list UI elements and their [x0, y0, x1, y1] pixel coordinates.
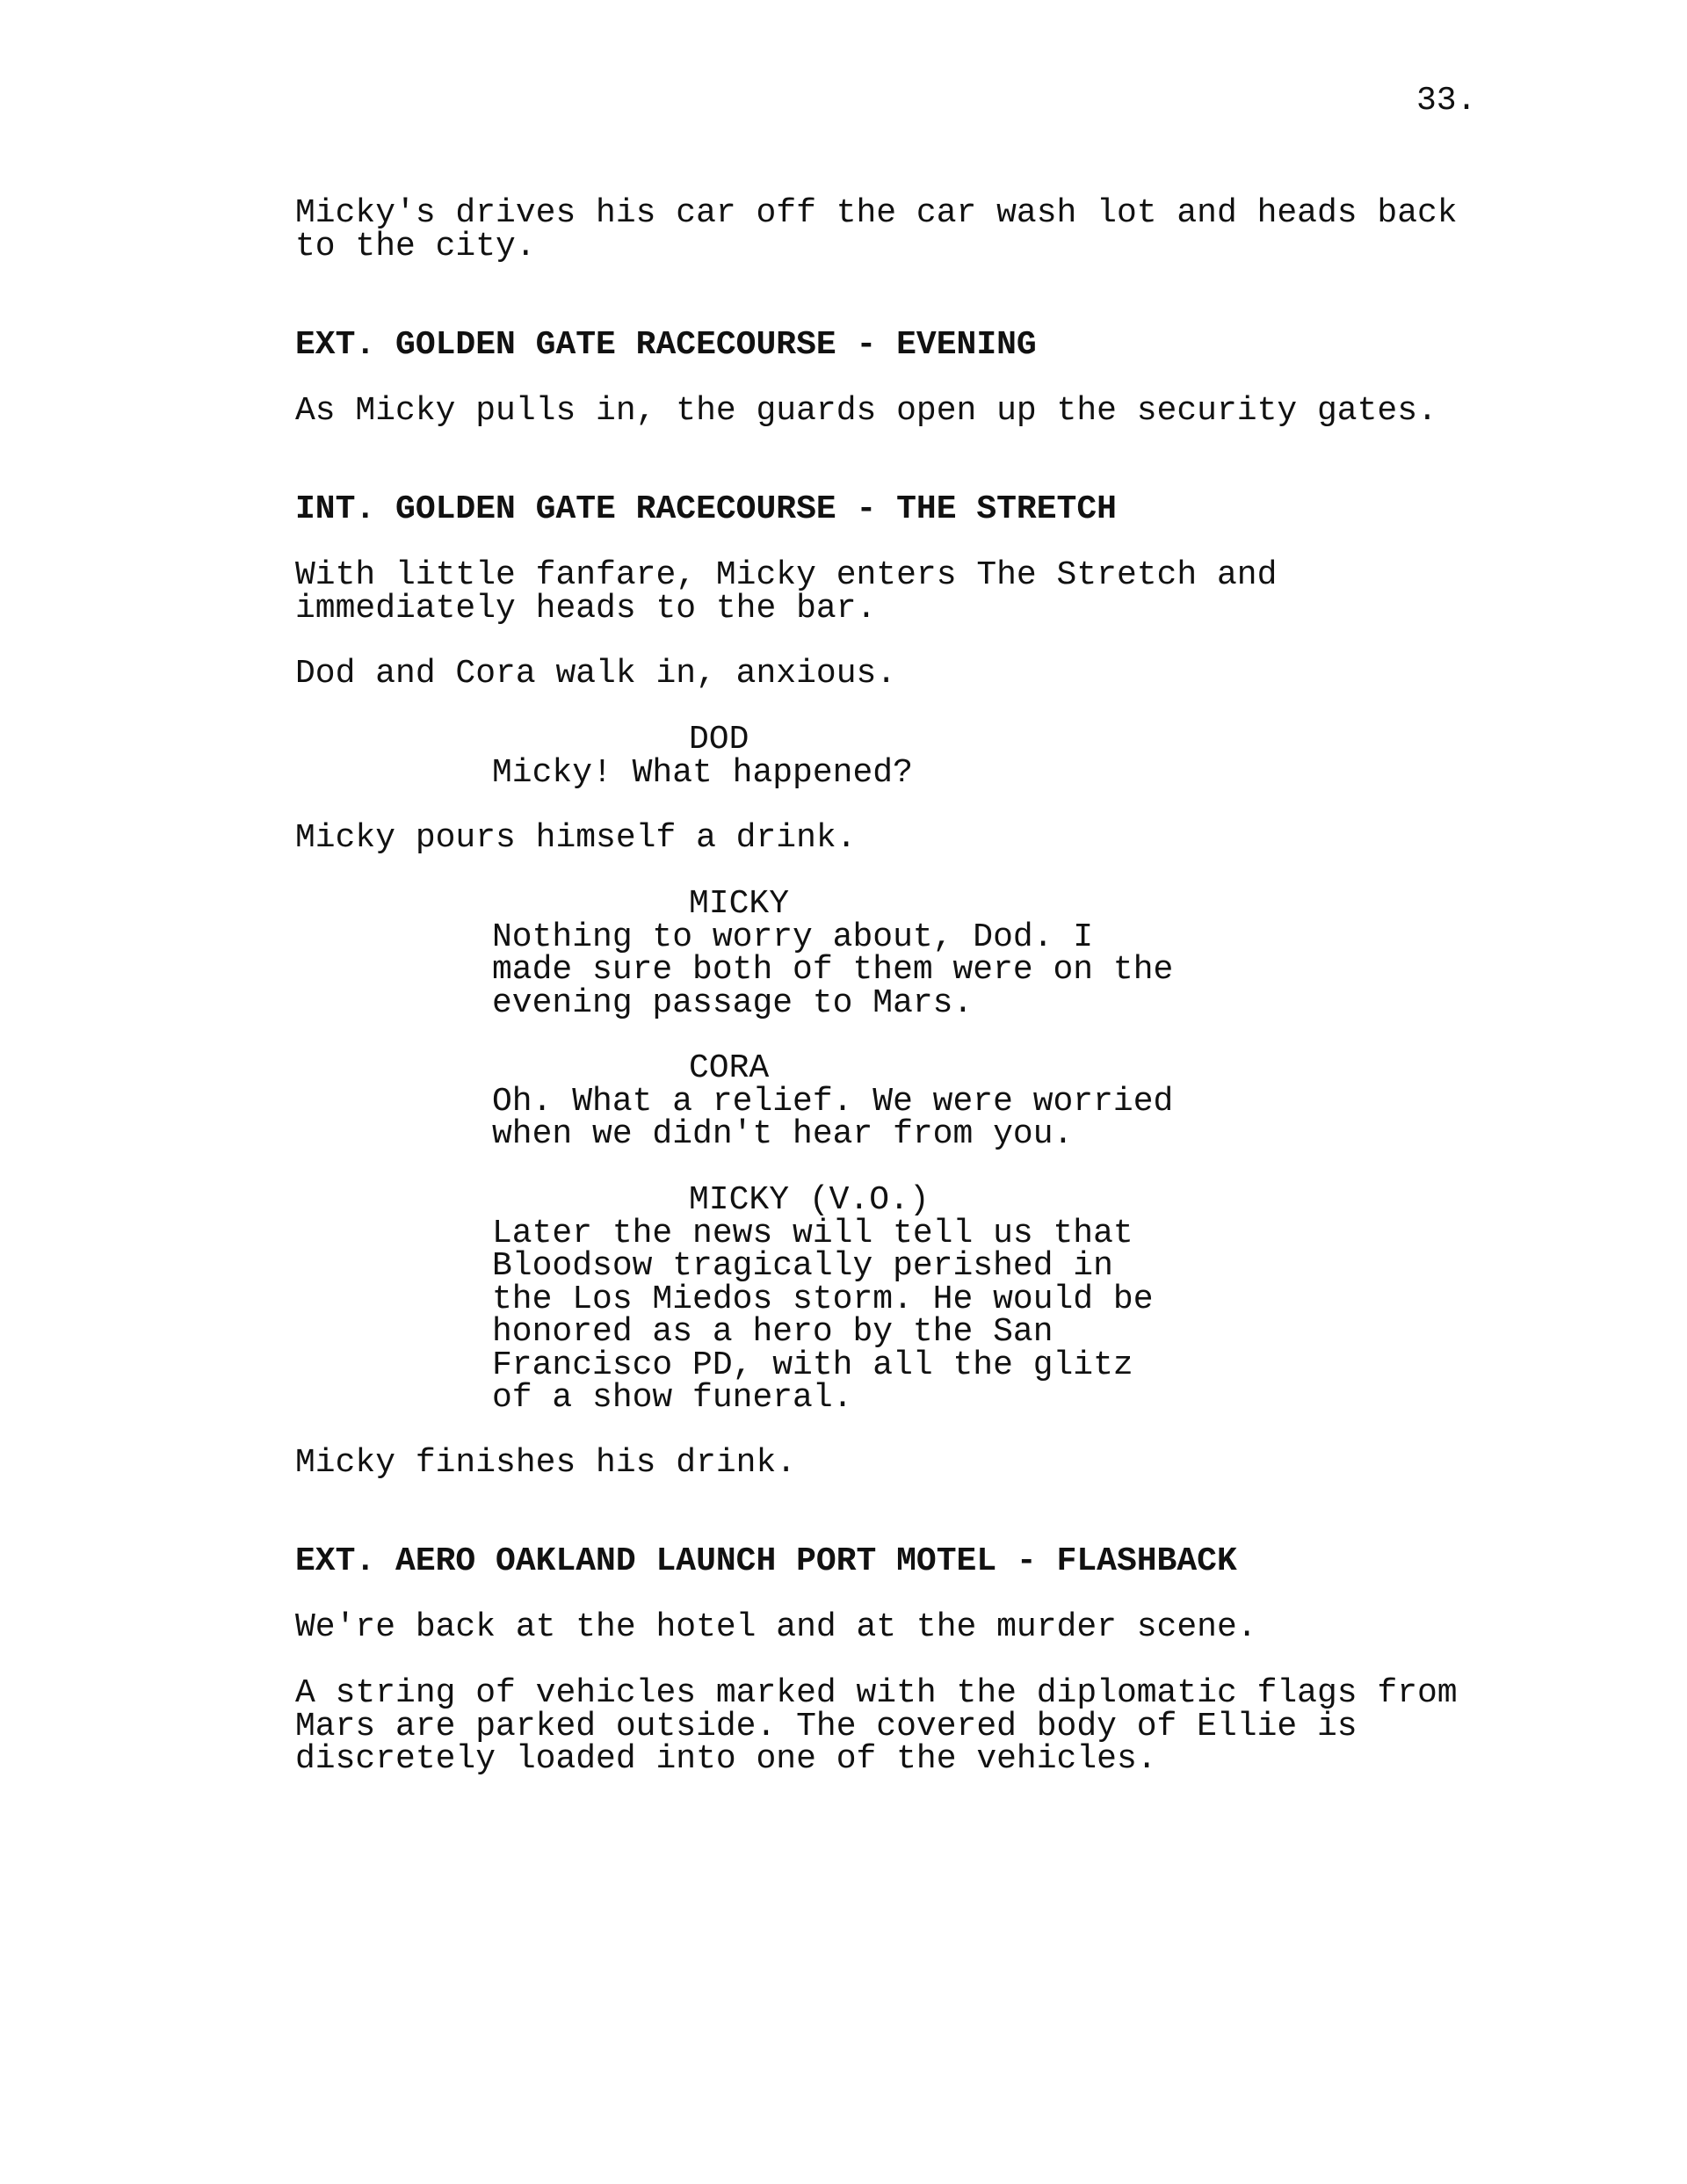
- scene-heading: EXT. AERO OAKLAND LAUNCH PORT MOTEL - FLASHBACK: [295, 1542, 1237, 1580]
- action-line: Micky pours himself a drink.: [295, 819, 857, 857]
- dialogue-line: Later the news will tell us that: [492, 1214, 1133, 1252]
- scene-heading: INT. GOLDEN GATE RACECOURSE - THE STRETCH: [295, 490, 1117, 528]
- action-line: We're back at the hotel and at the murder scene.: [295, 1608, 1257, 1646]
- dialogue-line: Nothing to worry about, Dod. I: [492, 918, 1094, 956]
- character-name: DOD: [689, 721, 749, 758]
- action-line: With little fanfare, Micky enters The Stretch and: [295, 556, 1278, 594]
- action-line: A string of vehicles marked with the diplomatic flags from: [295, 1674, 1458, 1712]
- action-line: Dod and Cora walk in, anxious.: [295, 655, 897, 693]
- dialogue-line: of a show funeral.: [492, 1379, 853, 1417]
- action-line: discretely loaded into one of the vehicles.: [295, 1740, 1157, 1778]
- action-line: Micky finishes his drink.: [295, 1444, 797, 1482]
- scene-heading: EXT. GOLDEN GATE RACECOURSE - EVENING: [295, 326, 1037, 364]
- dialogue-line: evening passage to Mars.: [492, 983, 974, 1022]
- action-line: immediately heads to the bar.: [295, 589, 877, 628]
- action-line: Micky's drives his car off the car wash lot and heads back: [295, 194, 1458, 232]
- character-name: CORA: [689, 1049, 770, 1087]
- dialogue-line: the Los Miedos storm. He would be: [492, 1280, 1154, 1318]
- dialogue-line: when we didn't hear from you.: [492, 1115, 1074, 1153]
- dialogue-line: Micky! What happened?: [492, 753, 913, 792]
- dialogue-line: made sure both of them were on the: [492, 951, 1174, 989]
- page-number: 33.: [1416, 82, 1477, 120]
- dialogue-line: Bloodsow tragically perished in: [492, 1247, 1113, 1285]
- action-line: to the city.: [295, 227, 536, 265]
- dialogue-line: Francisco PD, with all the glitz: [492, 1346, 1133, 1384]
- action-line: As Micky pulls in, the guards open up the security gates.: [295, 392, 1437, 430]
- dialogue-line: honored as a hero by the San: [492, 1313, 1053, 1351]
- character-name: MICKY: [689, 885, 790, 923]
- character-name: MICKY (V.O.): [689, 1181, 930, 1219]
- dialogue-line: Oh. What a relief. We were worried: [492, 1082, 1174, 1121]
- action-line: Mars are parked outside. The covered body of Ellie is: [295, 1707, 1358, 1745]
